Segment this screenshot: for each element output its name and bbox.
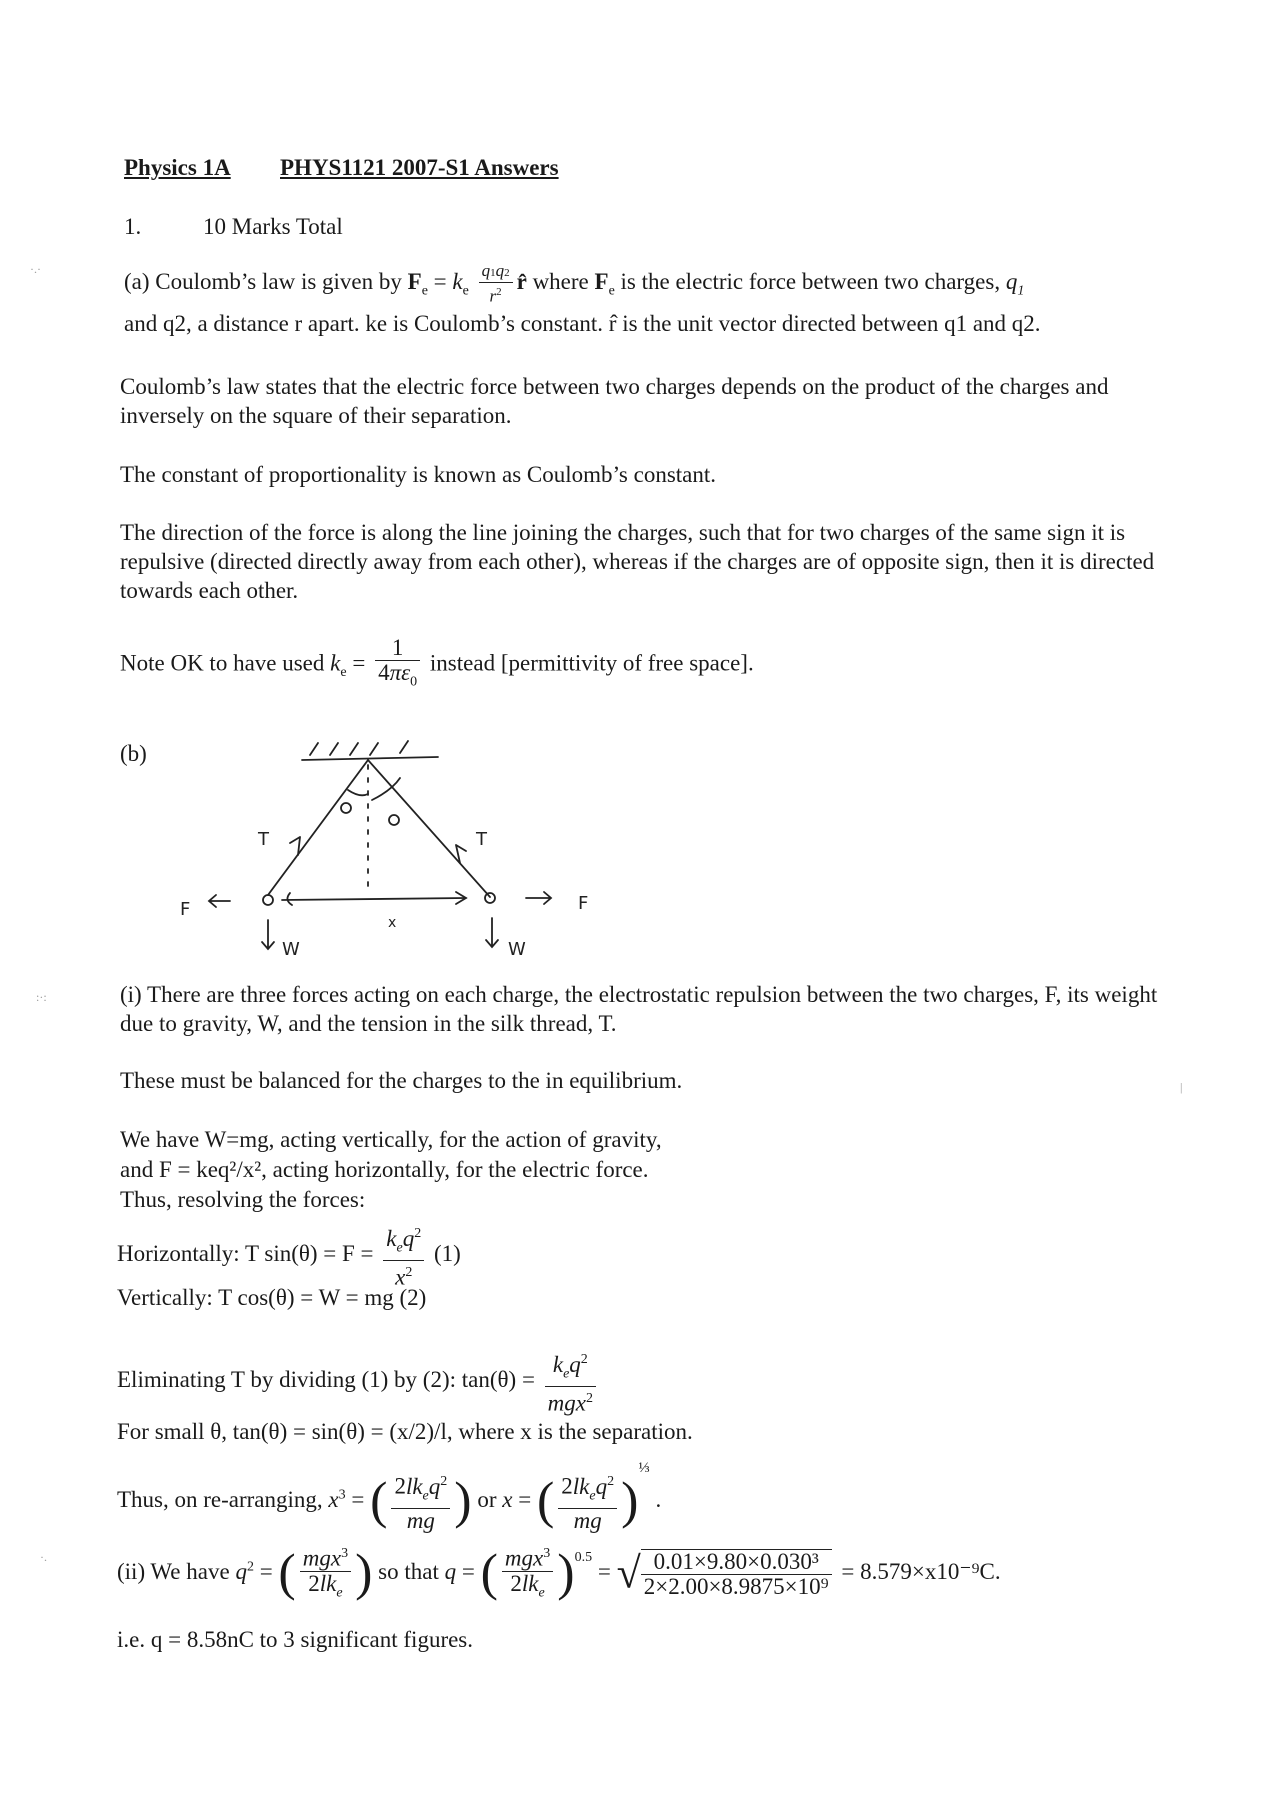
angle-arc-left [348,790,368,795]
charge-right [485,893,495,903]
equation-charge: (ii) We have $q^2$ = ( $\frac{mgx^3}{2lk_e}$ ) so that q = ( $\frac{mgx^3}{2lk_e}$ )$^{0.5}$ = √ $\frac{\text{0.01×9.80×0.030³}}{\text{2×2.00×8.9875×10⁹}}$ = 8.579×x10⁻⁹C. [117,1542,1001,1605]
final-answer: i.e. q = 8.58nC to 3 significant figures. [117,1627,474,1652]
theta-left [341,803,351,813]
coulomb-line2: and q2, a distance r apart. ke is Coulomb’s constant. r̂ is the unit vector directed between q1 and q2. [124,311,1041,336]
scan-speck: ·.· [30,262,41,276]
coulomb-where: where [532,269,589,295]
paragraph-direction: The direction of the force is along the line joining the charges, such that for two charges of the same sign it is repulsive (directed directly away from each other), whereas if the charges are of opposite sign, then it is directed towards each other. [120,520,1155,603]
force-arrow-right [526,892,551,904]
numeric-denominator: 2×2.00×8.9875×10⁹ [643,1573,829,1599]
force-arrow-left [209,895,230,907]
label-T-right: T [476,829,487,850]
scan-speck: :·: [36,990,47,1004]
scan-speck: ·. [40,1550,47,1564]
left-thread [268,760,368,895]
small-angle-line: For small θ, tan(θ) = sin(θ) = (x/2)/l, where x is the separation. [117,1419,693,1444]
equation-rearranged: Thus, on re-arranging, $x^3$ = ( $\frac{2lk_eq^2}{mg}$ ) or x = ( $\frac{2lk_eq^2}{mg}$ )$^{\frac{1}{3}}$ . [117,1460,662,1534]
ceiling-line [302,757,438,760]
paragraph-balanced: These must be balanced for the charges to the in equilibrium. [120,1068,683,1093]
label-x: x [388,915,397,931]
note-intro: Note OK to have used [120,650,325,676]
label-F-right: F [578,893,589,914]
force-diagram [160,705,620,975]
equation-horizontal: Horizontally: T sin(θ) = F = $\frac{k_eq^2}{x^2}$ (1) [117,1222,461,1290]
eliminating-text: Eliminating T by dividing (1) by (2): [117,1367,457,1393]
vertical-label: Vertically: [117,1285,213,1310]
part-b-label: (b) [120,741,147,766]
line-weight: We have W=mg, acting vertically, for the action of gravity, [120,1127,662,1152]
paragraph-constant: The constant of proportionality is known as Coulomb’s constant. [120,462,717,487]
numeric-numerator: 0.01×9.80×0.030³ [641,1550,832,1575]
coulomb-description: is the electric force between two charges, [620,269,1001,295]
right-thread [368,760,490,897]
paragraph-three-forces: (i) There are three forces acting on each charge, the electrostatic repulsion between the two charges, F, its weight due to gravity, W, and the tension in the silk thread, T. [120,982,1158,1036]
note-tail: instead [permittivity of free space]. [429,650,754,676]
coulomb-intro: (a) Coulomb’s law is given by [124,269,402,295]
line-resolving: Thus, resolving the forces: [120,1187,366,1212]
rearranging-text: Thus, on re-arranging, [117,1486,323,1512]
label-T-left: T [258,829,269,850]
weight-arrow-right [486,918,498,947]
question-number: 1. [124,214,142,239]
equation-eliminating: Eliminating T by dividing (1) by (2): tan(θ) = $\frac{k_eq^2}{mgx^2}$ [117,1348,600,1416]
horizontal-tag: (1) [433,1241,461,1267]
vertical-equation: T cos(θ) = W = mg (2) [218,1285,427,1310]
course-title: Physics 1A [124,155,231,180]
theta-right [389,815,399,825]
eliminating-equation: tan(θ) = [461,1367,535,1393]
label-W-left: W [282,939,300,960]
part-ii-intro: (ii) We have [117,1558,230,1584]
tension-arrow-left [290,837,300,855]
label-F-left: F [180,899,191,920]
scan-speck: | [1180,1080,1183,1094]
label-W-right: W [508,939,526,960]
numeric-result: = 8.579×x10⁻⁹C. [841,1558,1001,1584]
weight-arrow-left [262,920,274,949]
separation-line [282,898,466,900]
line-electric-force: and F = keq²/x², acting horizontally, for the electric force. [120,1157,649,1182]
horizontal-equation: T sin(θ) = F = [244,1241,374,1267]
note-line: Note OK to have used $k_e$ = $\frac{1}{4\pi\varepsilon_0}$ instead [permittivity of free space]. [120,635,754,690]
paragraph-coulomb-statement: Coulomb’s law states that the electric force between two charges depends on the product of the charges and inversely on the square of their separation. [120,374,1109,428]
charge-left [263,895,273,905]
ceiling-hatch [310,741,408,755]
question-marks: 10 Marks Total [203,214,343,239]
exam-code: PHYS1121 2007-S1 Answers [280,155,559,180]
horizontal-label: Horizontally: [117,1241,240,1267]
part-ii-so-that: so that [378,1558,439,1584]
rearranging-or: or [477,1486,497,1512]
coulomb-law-line: (a) Coulomb’s law is given by $F_e = k_e$ $\frac{q1q2}{r^2}$ r̂ where $F_e$ is the electric force between two charges, $q_1$ [124,261,1025,306]
equation-vertical [117,1284,426,1312]
